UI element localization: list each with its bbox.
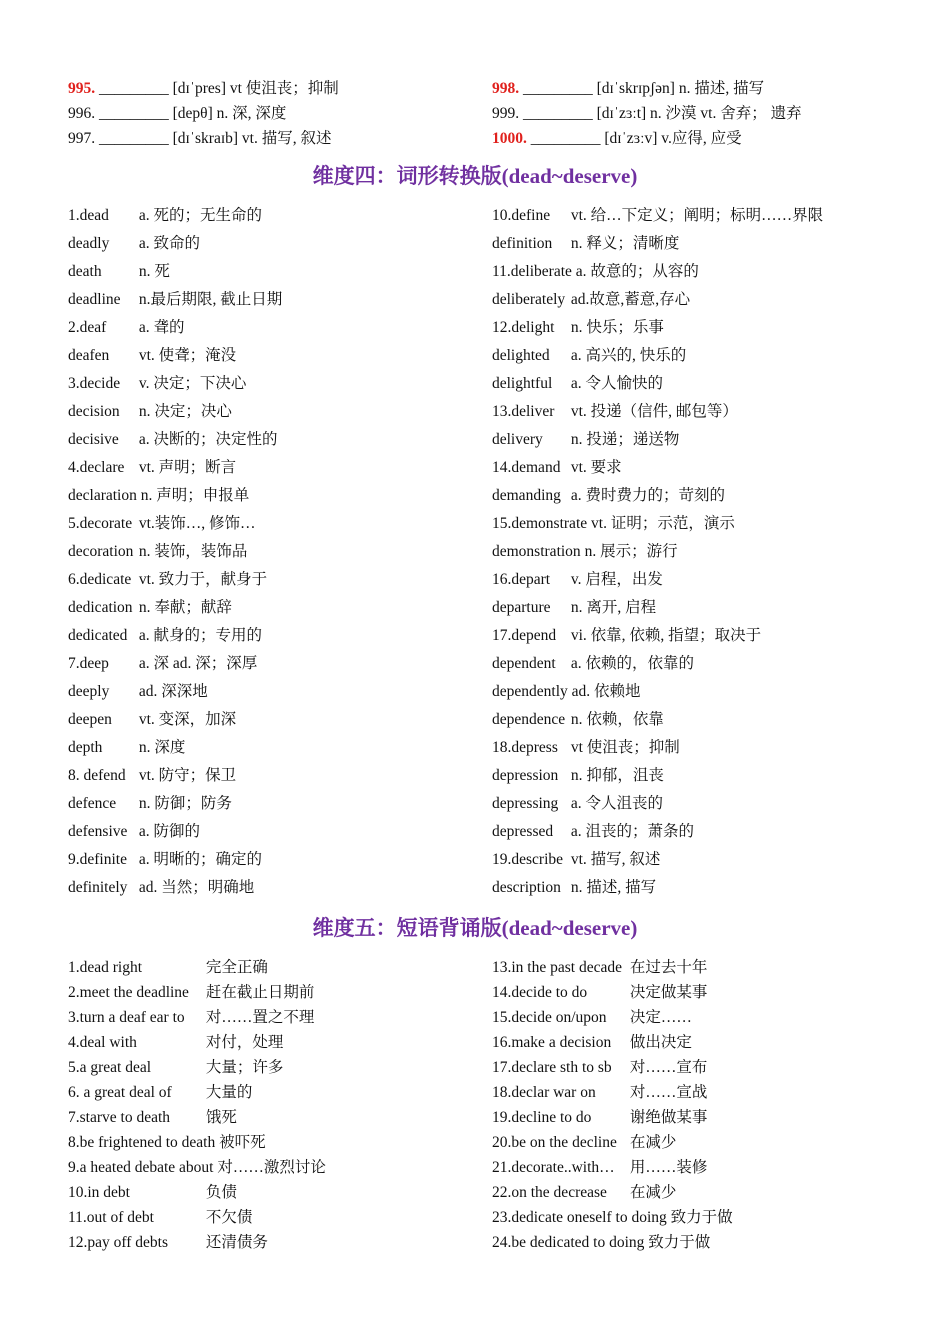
word-entry [492,370,888,398]
word-forms-column-left [68,202,492,902]
word-meaning: n. 释义；清晰度 [570,235,680,252]
word-entry [492,566,888,594]
word-entry [68,426,492,454]
headword: deadly [68,235,110,252]
headword: depth [68,739,103,756]
answer-blank: _________ [99,130,169,147]
word-entry [492,818,888,846]
headword: 13.deliver [492,403,555,420]
word-meaning: vt. 致力于，献身于 [138,571,268,588]
headword: definitely [68,879,128,896]
headword: 5.decorate [68,515,133,532]
phrase-entry [68,955,492,980]
headword: depressed [492,823,554,840]
word-entry [68,790,492,818]
headword: delightful [492,375,553,392]
word-meaning: ad. 深深地 [138,683,208,700]
phrase-meaning: 决定做某事 [629,984,708,1001]
word-meaning: a. 深 ad. 深；深厚 [138,655,258,672]
word-entry [492,454,888,482]
word-meaning: n. 展示；游行 [584,543,678,560]
word-meaning: a. 决断的；决定性的 [138,431,278,448]
word-entry [492,398,888,426]
phrase: 3.turn a deaf ear to [68,1009,185,1026]
vocab-item [492,101,888,126]
word-meaning: a. 献身的；专用的 [138,627,263,644]
item-number: 999. [492,105,520,122]
headword: 3.decide [68,375,121,392]
word-meaning: vt. 要求 [570,459,622,476]
word-entry [492,482,888,510]
phrase-entry [68,1080,492,1105]
headword: 12.delight [492,319,555,336]
vocab-item [492,126,888,151]
phrase: 14.decide to do [492,984,588,1001]
phrase: 8.be frightened to death [68,1134,216,1151]
headword: dedicated [68,627,128,644]
word-meaning: vt. 给…下定义；阐明；标明……界限 [570,207,824,224]
item-number: 995. [68,80,96,97]
word-meaning: n. 决定；决心 [138,403,232,420]
phrase-meaning: 致力于做 [670,1209,733,1226]
word-entry [492,286,888,314]
phrase: 18.declar war on [492,1084,596,1101]
phrase-entry [68,1130,492,1155]
word-entry [68,678,492,706]
headword: 16.depart [492,571,551,588]
headword: depressing [492,795,559,812]
phrase-entry [492,1055,888,1080]
phrase: 15.decide on/upon [492,1009,607,1026]
headword: demonstration [492,543,581,560]
phrase-entry [68,1155,492,1180]
phrase: 2.meet the deadline [68,984,189,1001]
word-meaning: vt. 防守；保卫 [138,767,237,784]
vocab-item [68,76,492,101]
phrase-entry [68,1180,492,1205]
word-meaning: a. 沮丧的；萧条的 [570,823,695,840]
phrase-meaning: 不欠债 [205,1209,253,1226]
word-meaning: vt 使沮丧；抑制 [570,739,680,756]
phrase-entry [492,1005,888,1030]
phrase: 13.in the past decade [492,959,622,976]
section-heading-word-forms: 维度四：词形转换版(dead~deserve) [312,164,638,188]
headword: deafen [68,347,110,364]
answer-blank: _________ [99,105,169,122]
item-number: 998. [492,80,520,97]
phrase-entry [492,1155,888,1180]
phrase-entry [492,1180,888,1205]
item-number: 1000. [492,130,527,147]
headword: 17.depend [492,627,557,644]
headword: 14.demand [492,459,561,476]
phrase-meaning: 做出决定 [629,1034,692,1051]
headword: deliberately [492,291,566,308]
word-entry [68,650,492,678]
word-meaning: n. 投递；递送物 [570,431,680,448]
phrase-entry [492,1130,888,1155]
phrase: 12.pay off debts [68,1234,169,1251]
word-entry [68,622,492,650]
word-entry [68,314,492,342]
phrase: 16.make a decision [492,1034,612,1051]
word-meaning: a. 依赖的，依靠的 [570,655,695,672]
word-entry [492,734,888,762]
word-meaning: v. 决定；下决心 [138,375,247,392]
vocab-column-left [68,76,492,151]
answer-blank: _________ [523,105,593,122]
phrase-meaning: 赶在截止日期前 [205,984,315,1001]
phrase: 1.dead right [68,959,143,976]
word-entry [68,734,492,762]
word-entry [68,286,492,314]
phrase-entry [68,1055,492,1080]
section-heading-phrases: 维度五：短语背诵版(dead~deserve) [312,916,638,940]
phrase: 24.be dedicated to doing [492,1234,645,1251]
phrase: 5.a great deal [68,1059,152,1076]
word-meaning: vt. 变深，加深 [138,711,237,728]
word-entry [68,202,492,230]
vocab-item [492,76,888,101]
phrase-meaning: 在过去十年 [629,959,708,976]
word-meaning: n. 抑郁，沮丧 [570,767,664,784]
word-meaning: n. 快乐；乐事 [570,319,664,336]
word-meaning: a. 明晰的；确定的 [138,851,263,868]
headword: defensive [68,823,128,840]
word-meaning: v. 启程，出发 [570,571,663,588]
phrase-meaning: 在减少 [629,1134,677,1151]
phrases-column-right [492,955,888,1255]
headword: decoration [68,543,134,560]
phrase: 11.out of debt [68,1209,154,1226]
word-entry [68,342,492,370]
word-meaning: a. 费时费力的；苛刻的 [570,487,726,504]
word-meaning: vt. 投递（信件, 邮包等） [570,403,738,420]
word-meaning: vt. 证明；示范，演示 [591,515,735,532]
word-entry [68,482,492,510]
headword: description [492,879,561,896]
word-meaning: vi. 依靠, 依赖, 指望；取决于 [570,627,762,644]
phrase-entry [492,955,888,980]
headword: 6.dedicate [68,571,132,588]
vocab-column-right [492,76,888,151]
phrase: 23.dedicate oneself to doing [492,1209,667,1226]
phrase: 4.deal with [68,1034,137,1051]
word-meaning: vt.装饰…, 修饰… [138,515,256,532]
word-meaning: a. 聋的 [138,319,185,336]
phrase-meaning: 对……激烈讨论 [217,1159,326,1176]
word-entry [492,426,888,454]
headword: defence [68,795,117,812]
headword: 4.declare [68,459,125,476]
phrase-meaning: 被吓死 [219,1134,266,1151]
word-meaning: ad. 当然；明确地 [138,879,255,896]
word-entry [68,454,492,482]
word-meaning: ad. 依赖地 [571,683,641,700]
phrase-meaning: 还清债务 [205,1234,268,1251]
phrase-entry [68,1205,492,1230]
word-entry [68,258,492,286]
word-meaning: n. 离开, 启程 [570,599,657,616]
word-entry [492,622,888,650]
word-entry [492,846,888,874]
phrase-meaning: 负债 [205,1184,237,1201]
word-entry [68,706,492,734]
word-meaning: n. 描述, 描写 [570,879,657,896]
headword: departure [492,599,551,616]
word-meaning: n. 奉献；献辞 [138,599,232,616]
word-entry [492,538,888,566]
phrase-meaning: 对……宣战 [629,1084,708,1101]
word-meaning: n. 死 [138,263,170,280]
word-meaning: a. 令人愉快的 [570,375,664,392]
phrase: 17.declare sth to sb [492,1059,612,1076]
headword: deeply [68,683,110,700]
word-entry [492,762,888,790]
word-meaning: vt. 使聋；淹没 [138,347,237,364]
word-entry [492,342,888,370]
headword: 8. defend [68,767,126,784]
headword: 18.depress [492,739,558,756]
word-forms-list [68,202,888,902]
headword: definition [492,235,553,252]
headword: 11.deliberate [492,263,572,280]
headword: dependently [492,683,568,700]
word-entry [492,706,888,734]
phrase-meaning: 大量；许多 [205,1059,284,1076]
phrase-meaning: 大量的 [205,1084,253,1101]
phrases-list [68,955,888,1255]
item-number: 996. [68,105,96,122]
phrase-meaning: 完全正确 [205,959,268,976]
headword: dedication [68,599,133,616]
item-definition: [dɪˈzɜːt] n. 沙漠 vt. 舍弃； 遗弃 [592,105,802,122]
word-meaning: n. 防御；防务 [138,795,232,812]
headword: delighted [492,347,550,364]
word-meaning: a. 致命的 [138,235,201,252]
word-meaning: n. 装饰，装饰品 [138,543,248,560]
word-entry [68,230,492,258]
phrase-meaning: 对……宣布 [629,1059,708,1076]
headword: 9.definite [68,851,127,868]
phrase: 22.on the decrease [492,1184,607,1201]
word-meaning: n. 声明；申报单 [140,487,250,504]
phrase-meaning: 谢绝做某事 [629,1109,708,1126]
phrase-meaning: 在减少 [629,1184,677,1201]
phrase-meaning: 决定…… [629,1009,692,1026]
headword: 19.describe [492,851,564,868]
phrase-entry [68,980,492,1005]
answer-blank: _________ [99,80,169,97]
headword: dependent [492,655,556,672]
word-meaning: n.最后期限, 截止日期 [138,291,283,308]
word-meaning: vt. 声明；断言 [138,459,237,476]
item-definition: [dɪˈskrɪpʃən] n. 描述, 描写 [592,80,765,97]
word-entry [68,762,492,790]
headword: demanding [492,487,561,504]
phrases-column-left [68,955,492,1255]
word-entry [492,202,888,230]
phrase-meaning: 用……装修 [629,1159,708,1176]
headword: declaration [68,487,137,504]
phrase-entry [68,1230,492,1255]
headword: dependence [492,711,566,728]
vocab-item [68,126,492,151]
item-number: 997. [68,130,96,147]
phrase: 7.starve to death [68,1109,171,1126]
phrase-entry [492,980,888,1005]
word-meaning: vt. 描写, 叙述 [570,851,661,868]
headword: 10.define [492,207,551,224]
phrase: 10.in debt [68,1184,130,1201]
phrase-entry [68,1030,492,1055]
word-entry [68,510,492,538]
phrase: 19.decline to do [492,1109,592,1126]
phrase-meaning: 对……置之不理 [205,1009,315,1026]
phrase-meaning: 致力于做 [648,1234,711,1251]
headword: 7.deep [68,655,109,672]
word-meaning: n. 依赖，依靠 [570,711,664,728]
headword: deadline [68,291,121,308]
phrase: 6. a great deal of [68,1084,172,1101]
word-entry [492,594,888,622]
phrase-meaning: 饿死 [205,1109,237,1126]
phrase-entry [492,1230,888,1255]
word-entry [68,818,492,846]
word-entry [492,230,888,258]
headword: decision [68,403,120,420]
headword: depression [492,767,559,784]
word-entry [68,538,492,566]
word-meaning: a. 死的；无生命的 [138,207,263,224]
vocab-blank-list [68,76,888,151]
word-entry [492,258,888,286]
item-definition: [depθ] n. 深, 深度 [168,105,287,122]
word-meaning: a. 防御的 [138,823,201,840]
phrase: 9.a heated debate about [68,1159,214,1176]
headword: decisive [68,431,119,448]
headword: 15.demonstrate [492,515,588,532]
answer-blank: _________ [523,80,593,97]
vocab-item [68,101,492,126]
headword: 2.deaf [68,319,107,336]
word-entry [68,874,492,902]
word-entry [492,314,888,342]
word-entry [492,678,888,706]
word-forms-column-right [492,202,888,902]
headword: death [68,263,102,280]
word-entry [68,566,492,594]
word-entry [492,790,888,818]
phrase-entry [492,1105,888,1130]
word-entry [68,370,492,398]
phrase-entry [68,1005,492,1030]
phrase: 21.decorate..with… [492,1159,615,1176]
item-definition: [dɪˈskraɪb] vt. 描写, 叙述 [168,130,332,147]
headword: 1.dead [68,207,109,224]
headword: deepen [68,711,112,728]
phrase-entry [492,1205,888,1230]
word-entry [68,594,492,622]
word-meaning: n. 深度 [138,739,186,756]
item-definition: [dɪˈpres] vt 使沮丧；抑制 [168,80,339,97]
phrase-entry [68,1105,492,1130]
word-meaning: a. 令人沮丧的 [570,795,664,812]
item-definition: [dɪˈzɜːv] v.应得, 应受 [600,130,742,147]
phrase-entry [492,1080,888,1105]
answer-blank: _________ [530,130,601,147]
phrase: 20.be on the decline [492,1134,617,1151]
word-entry [492,874,888,902]
phrase-entry [492,1030,888,1055]
headword: delivery [492,431,543,448]
word-entry [492,510,888,538]
word-meaning: a. 高兴的, 快乐的 [570,347,687,364]
phrase-meaning: 对付，处理 [205,1034,284,1051]
word-meaning: a. 故意的；从容的 [575,263,699,280]
word-entry [68,398,492,426]
word-entry [492,650,888,678]
word-meaning: ad.故意,蓄意,存心 [570,291,691,308]
word-entry [68,846,492,874]
